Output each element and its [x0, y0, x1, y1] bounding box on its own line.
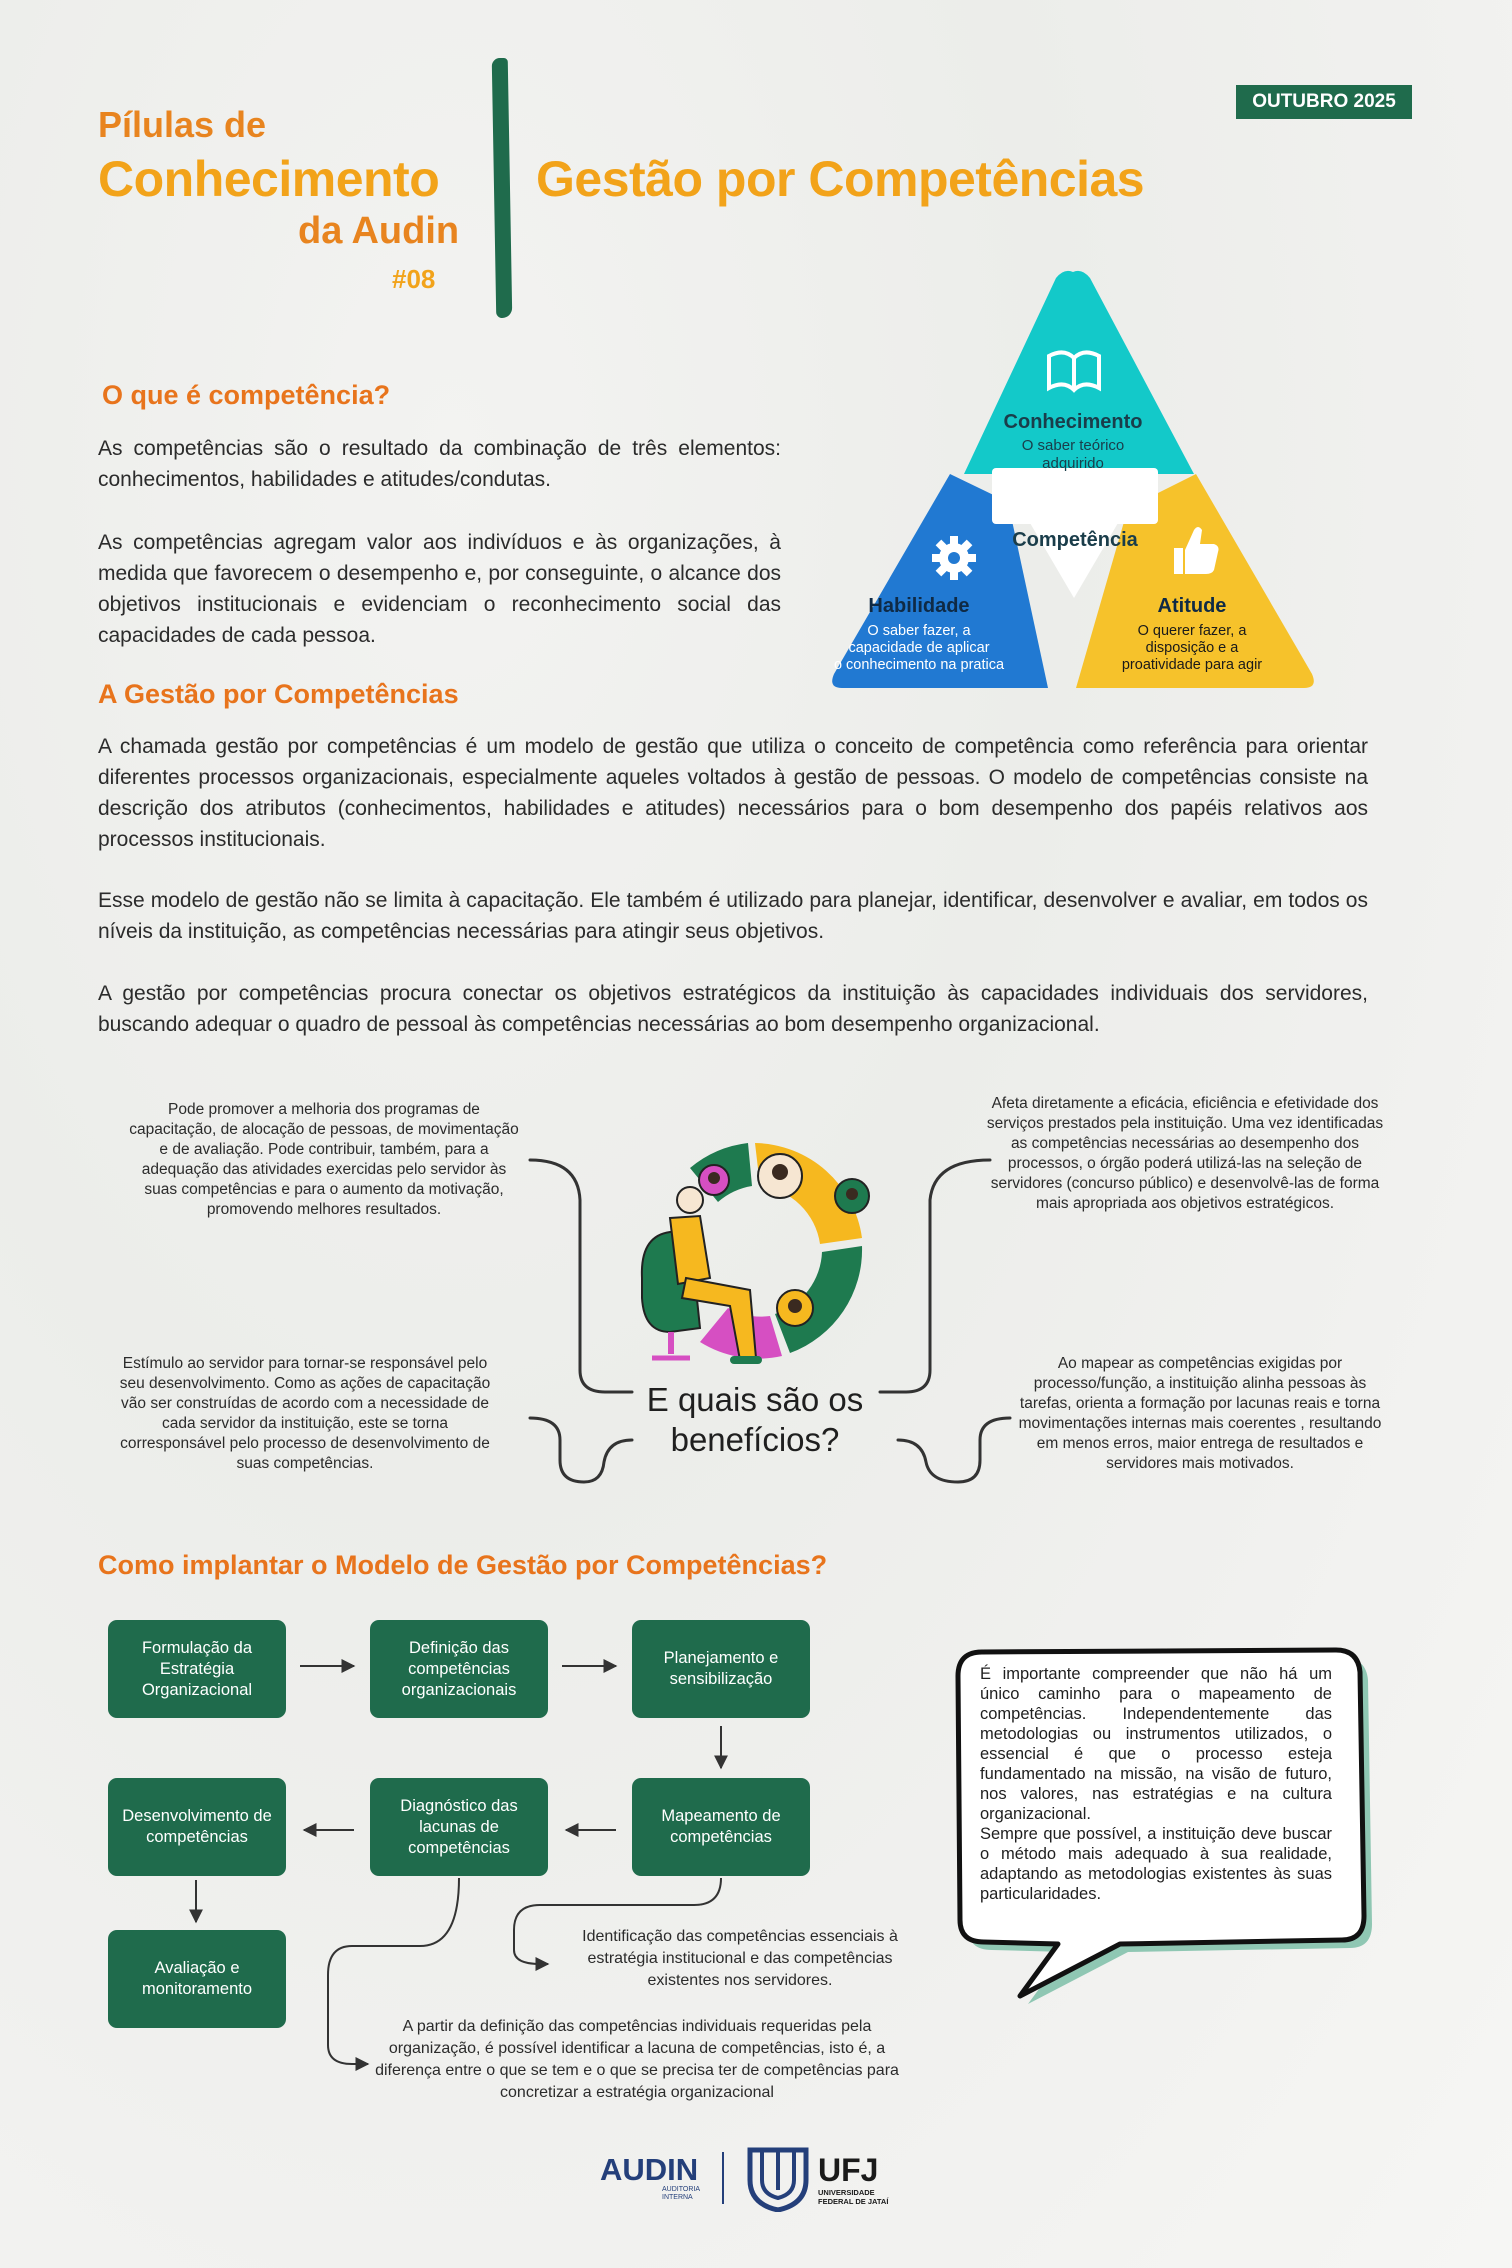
- ufj-logo-sub: UNIVERSIDADE FEDERAL DE JATAÍ: [818, 2188, 889, 2206]
- step-box: Mapeamento de competências: [632, 1778, 810, 1876]
- step-box: Definição das competências organizacionais: [370, 1620, 548, 1718]
- step-box: Desenvolvimento de competências: [108, 1778, 286, 1876]
- triangle-right-sub: O querer fazer, a: [1137, 623, 1247, 639]
- triangle-center-label: Competência: [1012, 529, 1138, 551]
- step-box: Formulação da Estratégia Organizacional: [108, 1620, 286, 1718]
- brand-line-3: da Audin: [298, 210, 460, 252]
- section-heading-competencia: O que é competência?: [102, 380, 391, 410]
- step-box: Diagnóstico das lacunas de competências: [370, 1778, 548, 1876]
- ufj-shield-icon: [746, 2146, 810, 2212]
- date-badge: OUTUBRO 2025: [1236, 85, 1412, 119]
- audin-logo: AUDIN: [600, 2152, 699, 2187]
- triangle-right-title: Atitude: [1157, 595, 1227, 617]
- competency-triangle: [826, 268, 1320, 696]
- brush-divider: [492, 58, 513, 318]
- step-note: Identificação das competências essenciais à estratégia institucional e das competências existentes nos servidores.: [582, 1928, 898, 1989]
- section-heading-gestao: A Gestão por Competências: [98, 679, 459, 709]
- paragraph: As competências são o resultado da combinação de três elementos: conhecimentos, habilidades e atitudes/condutas.: [98, 437, 781, 491]
- people-illustration: [630, 1128, 880, 1378]
- step-note: A partir da definição das competências individuais requeridas pela organização, é possível identificar a lacuna de competências, isto é, a diferença entre o que se tem e o que se precisa ter de competências para concretizar a estratégia organizacional: [375, 2018, 899, 2101]
- bubble-text: É importante compreender que não há um único caminho para o mapeamento de competências. Independentemente das metodologias ou instrumentos utilizados, o essencial é que o processo esteja fundamentado na missão, na visão de futuro, nos valores, nas estratégias e na cultura organizacional. Sempre que possível, a instituição deve buscar o método mais adequado à sua realidade, adaptando as metodologias existentes às suas particularidades.: [980, 1665, 1332, 1903]
- brand-line-1: Pílulas de: [98, 104, 267, 145]
- audin-logo-sub: AUDITORIA INTERNA: [662, 2186, 700, 2201]
- ufj-logo: UFJ: [818, 2152, 879, 2188]
- triangle-left-title: Habilidade: [868, 595, 970, 617]
- paragraph: A chamada gestão por competências é um modelo de gestão que utiliza o conceito de competência como referência para orientar diferentes processos organizacionais, especialmente aqueles voltados à gestão de pessoas. O modelo de competências consiste na descrição dos atributos (conhecimentos, habilidades e atitudes) necessários para o bom desempenho dos papéis relativos aos processos institucionais.: [98, 735, 1368, 851]
- step-box: Planejamento e sensibilização: [632, 1620, 810, 1718]
- triangle-top-title: Conhecimento: [1003, 411, 1143, 433]
- paragraph: As competências agregam valor aos indivíduos e às organizações, à medida que favorecem o desempenho e, por conseguinte, o alcance dos objetivos institucionais e evidenciam o reconhecimento social das capacidades de cada pessoa.: [98, 531, 781, 647]
- triangle-left-sub: O saber fazer, a: [867, 623, 971, 639]
- triangle-left-sub: capacidade de aplicar: [848, 640, 990, 656]
- paragraph: A gestão por competências procura conectar os objetivos estratégicos da instituição às capacidades individuais dos servidores, buscando adequar o quadro de pessoal às competências necessárias ao bom desempenho organizacional.: [98, 982, 1368, 1036]
- flow-arrows: [0, 1600, 980, 2080]
- step-box: Avaliação e monitoramento: [108, 1930, 286, 2028]
- benefit-top-left: Pode promover a melhoria dos programas de capacitação, de alocação de pessoas, de movimentação e de avaliação. Pode contribuir, também, para a adequação das atividades exercidas pelo servidor às suas competências e para o aumento da motivação, promovendo melhores resultados.: [129, 1101, 519, 1218]
- gear-icon: [932, 536, 976, 580]
- triangle-right-sub: disposição e a: [1145, 640, 1239, 656]
- section-heading-implantar: Como implantar o Modelo de Gestão por Competências?: [98, 1550, 828, 1580]
- brand-line-2: Conhecimento: [98, 151, 440, 207]
- page-title: Gestão por Competências: [536, 151, 1145, 207]
- benefit-top-right: Afeta diretamente a eficácia, eficiência e efetividade dos serviços prestados pela instituição. Uma vez identificadas as competências necessárias ao desempenho dos processos, o órgão poderá utilizá-las na seleção de servidores (concurso público) e desenvolvê-las de forma mais apropriada aos objetivos estratégicos.: [986, 1095, 1384, 1212]
- footer-divider: [722, 2152, 724, 2204]
- paragraph: Esse modelo de gestão não se limita à capacitação. Ele também é utilizado para planejar, identificar, desenvolver e avaliar, em todos os níveis da instituição, as competências necessárias para atingir seus objetivos.: [98, 889, 1368, 943]
- triangle-top-sub: adquirido: [1042, 455, 1104, 472]
- triangle-right-sub: proatividade para agir: [1121, 657, 1263, 673]
- triangle-top-sub: O saber teórico: [1021, 437, 1125, 454]
- benefit-bottom-left: Estímulo ao servidor para tornar-se responsável pelo seu desenvolvimento. Como as ações de capacitação vão ser construídas de acordo com a necessidade de cada servidor da instituição, este se torna corresponsável pelo processo de desenvolvimento de suas competências.: [119, 1355, 491, 1472]
- benefits-question: E quais são os benefícios?: [646, 1381, 864, 1458]
- triangle-left-sub: o conhecimento na pratica: [833, 657, 1005, 673]
- benefit-bottom-right: Ao mapear as competências exigidas por processo/função, a instituição alinha pessoas às tarefas, orienta a formação por lacunas reais e torna movimentações internas mais coerentes , resultando em menos erros, maior entrega de resultados e servidores mais motivados.: [1018, 1355, 1382, 1472]
- brand-number: #08: [392, 264, 436, 294]
